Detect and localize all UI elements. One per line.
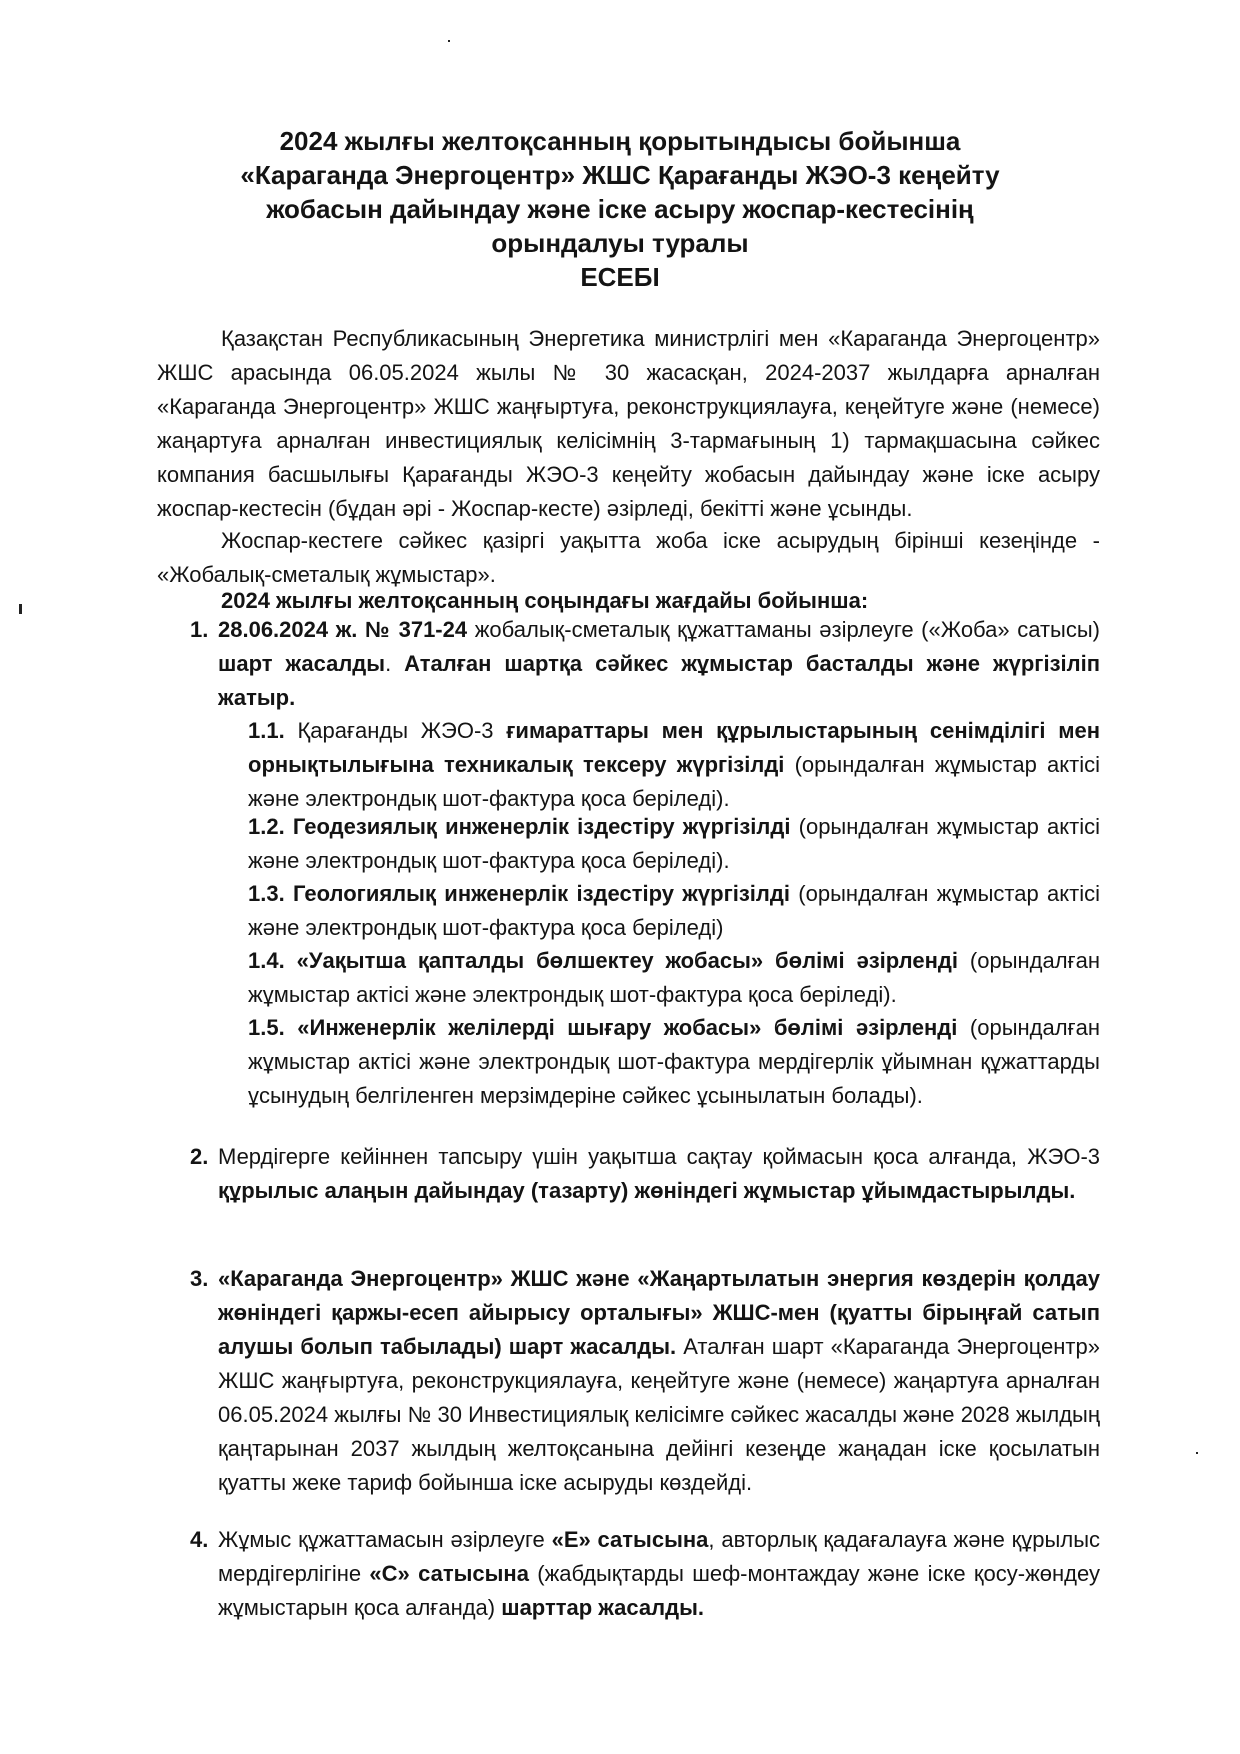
item-3-number: 3.: [190, 1266, 209, 1291]
item-3-bold: «Караганда Энергоцентр» ЖШС және «Жаңартылатын энергия көздерін қолдау жөніндегі қаржы-есеп айырысу орталығы» ЖШС-мен (қуатты бірыңғай сатып алушы болып табылады) шарт жасалды.: [218, 1266, 1100, 1359]
item-4-stage-e: «Е» сатысына: [551, 1527, 709, 1552]
subitem-1-1-number: 1.1.: [248, 718, 285, 743]
intro-paragraph: Қазақстан Республикасының Энергетика министрлігі мен «Караганда Энергоцентр» ЖШС арасында 06.05.2024 жылы № 30 жасасқан, 2024-2037 жылдарға арналған «Караганда Энергоцентр» ЖШС жаңғыртуға, реконструкциялауға, кеңейтуге және (немесе) жаңартуға арналған инвестициялық келісімнің 3-тармағының 1) тармақшасына сәйкес компания басшылығы Қарағанды ЖЭО-3 кеңейту жобасын дайындау және іске асыру жоспар-кестесін (бұдан әрі - Жоспар-кесте) әзірледі, бекітті және ұсынды.: [157, 326, 1100, 521]
subitem-1-4-bold: «Уақытша қапталды бөлшектеу жобасы» бөлімі әзірленді: [296, 948, 958, 973]
subitem-1-2-bold: Геодезиялық инженерлік іздестіру жүргізілді: [292, 814, 791, 839]
scan-speck: [448, 40, 450, 42]
subitem-1-5-bold: «Инженерлік желілерді шығару жобасы» бөлімі әзірленді: [297, 1015, 958, 1040]
subitem-1-1-text-after: (орындалған жұмыстар актісі және электрондық шот-фактура қоса беріледі).: [248, 752, 1101, 811]
subitem-1-2-number: 1.2.: [248, 814, 285, 839]
subitem-1-1-bold: ғимараттары мен құрылыстарының сенімділігі мен орнықтылығына техникалық тексеру жүргізілді: [248, 718, 1100, 777]
scan-speck: [19, 604, 22, 614]
item-3-text: Аталған шарт «Караганда Энергоцентр» ЖШС жаңғыртуға, реконструкциялауға, кеңейтуге және (немесе) жаңартуға арналған 06.05.2024 жылғы № 30 Инвестициялық келісімге сәйкес жасалды және 2028 жылдың қаңтарынан 2037 жылдың желтоқсанына дейінгі кезеңде жаңадан іске қосылатын қуатты жеке тариф бойынша іске асыруды көздейді.: [218, 1334, 1100, 1495]
title-line-5: ЕСЕБІ: [580, 262, 660, 292]
item-4-stage-c: «С» сатысына: [369, 1561, 529, 1586]
subitem-1-5: [248, 1011, 1100, 1113]
subitem-1-2: [248, 810, 1100, 878]
subitem-1-4-text-after: (орындалған жұмыстар актісі және электрондық шот-фактура қоса беріледі).: [248, 948, 1100, 1007]
stage-paragraph: Жоспар-кестеге сәйкес қазіргі уақытта жоба іске асырудың бірінші кезеңінде - «Жобалық-сметалық жұмыстар».: [157, 528, 1100, 587]
subitem-1-3-text-after: (орындалған жұмыстар актісі және электрондық шот-фактура қоса беріледі): [248, 881, 1100, 940]
subitem-1-1: [248, 714, 1100, 816]
title-line-3: жобасын дайындау және іске асыру жоспар-кестесінің: [266, 194, 974, 224]
status-heading: 2024 жылғы желтоқсанның соңындағы жағдайы бойынша:: [221, 588, 869, 613]
item-4-text-c: (жабдықтарды шеф-монтаждау және іске қосу-жөндеу жұмыстарын қоса алғанда): [218, 1561, 1101, 1620]
subitem-1-3: [248, 877, 1100, 945]
item-4-number: 4.: [190, 1527, 209, 1552]
item-1: [218, 613, 1100, 715]
item-1-contract-ref: 28.06.2024 ж. № 371-24: [218, 617, 468, 642]
item-1-text-a: жобалық-сметалық құжаттаманы әзірлеуге («Жоба» сатысы): [467, 617, 1100, 642]
item-4-text-a: Жұмыс құжаттамасын әзірлеуге: [218, 1527, 552, 1552]
item-1-number: 1.: [190, 617, 209, 642]
item-4: [218, 1523, 1100, 1625]
subitem-1-3-number: 1.3.: [248, 881, 285, 906]
item-2-text: Мердігерге кейіннен тапсыру үшін уақытша сақтау қоймасын қоса алғанда, ЖЭО-3: [218, 1144, 1100, 1169]
subitem-1-4: [248, 944, 1100, 1012]
item-3: [218, 1262, 1100, 1500]
report-title: [180, 124, 1060, 294]
title-line-2: «Караганда Энергоцентр» ЖШС Қарағанды ЖЭО-3 кеңейту: [240, 160, 1000, 190]
item-4-text-b: , авторлық қадағалауға және құрылыс мердігерлігіне: [218, 1527, 1101, 1586]
item-1-text-b: .: [385, 651, 405, 676]
title-line-4: орындалуы туралы: [491, 228, 749, 258]
subitem-1-2-text-after: (орындалған жұмыстар актісі және электрондық шот-фактура қоса беріледі).: [248, 814, 1101, 873]
item-2-number: 2.: [190, 1144, 209, 1169]
item-4-contracts-signed: шарттар жасалды.: [501, 1595, 704, 1620]
item-1-contract-signed: шарт жасалды: [218, 651, 386, 676]
item-1-works-status: Аталған шартқа сәйкес жұмыстар басталды және жүргізіліп жатыр.: [218, 651, 1100, 710]
item-2: [218, 1140, 1100, 1208]
subitem-1-3-bold: Геологиялық инженерлік іздестіру жүргізілді: [293, 881, 790, 906]
title-line-1: 2024 жылғы желтоқсанның қорытындысы бойынша: [279, 126, 961, 156]
subitem-1-5-text-after: (орындалған жұмыстар актісі және электрондық шот-фактура мердігерлік ұйымнан құжаттарды ұсынудың белгіленген мерзімдеріне сәйкес ұсынылатын болады).: [248, 1015, 1100, 1108]
scan-speck: [1196, 1452, 1198, 1454]
subitem-1-5-number: 1.5.: [248, 1015, 285, 1040]
subitem-1-1-text-before: Қарағанды ЖЭО-3: [297, 718, 507, 743]
subitem-1-4-number: 1.4.: [248, 948, 285, 973]
item-2-bold: құрылыс алаңын дайындау (тазарту) жөніндегі жұмыстар ұйымдастырылды.: [218, 1178, 1076, 1203]
